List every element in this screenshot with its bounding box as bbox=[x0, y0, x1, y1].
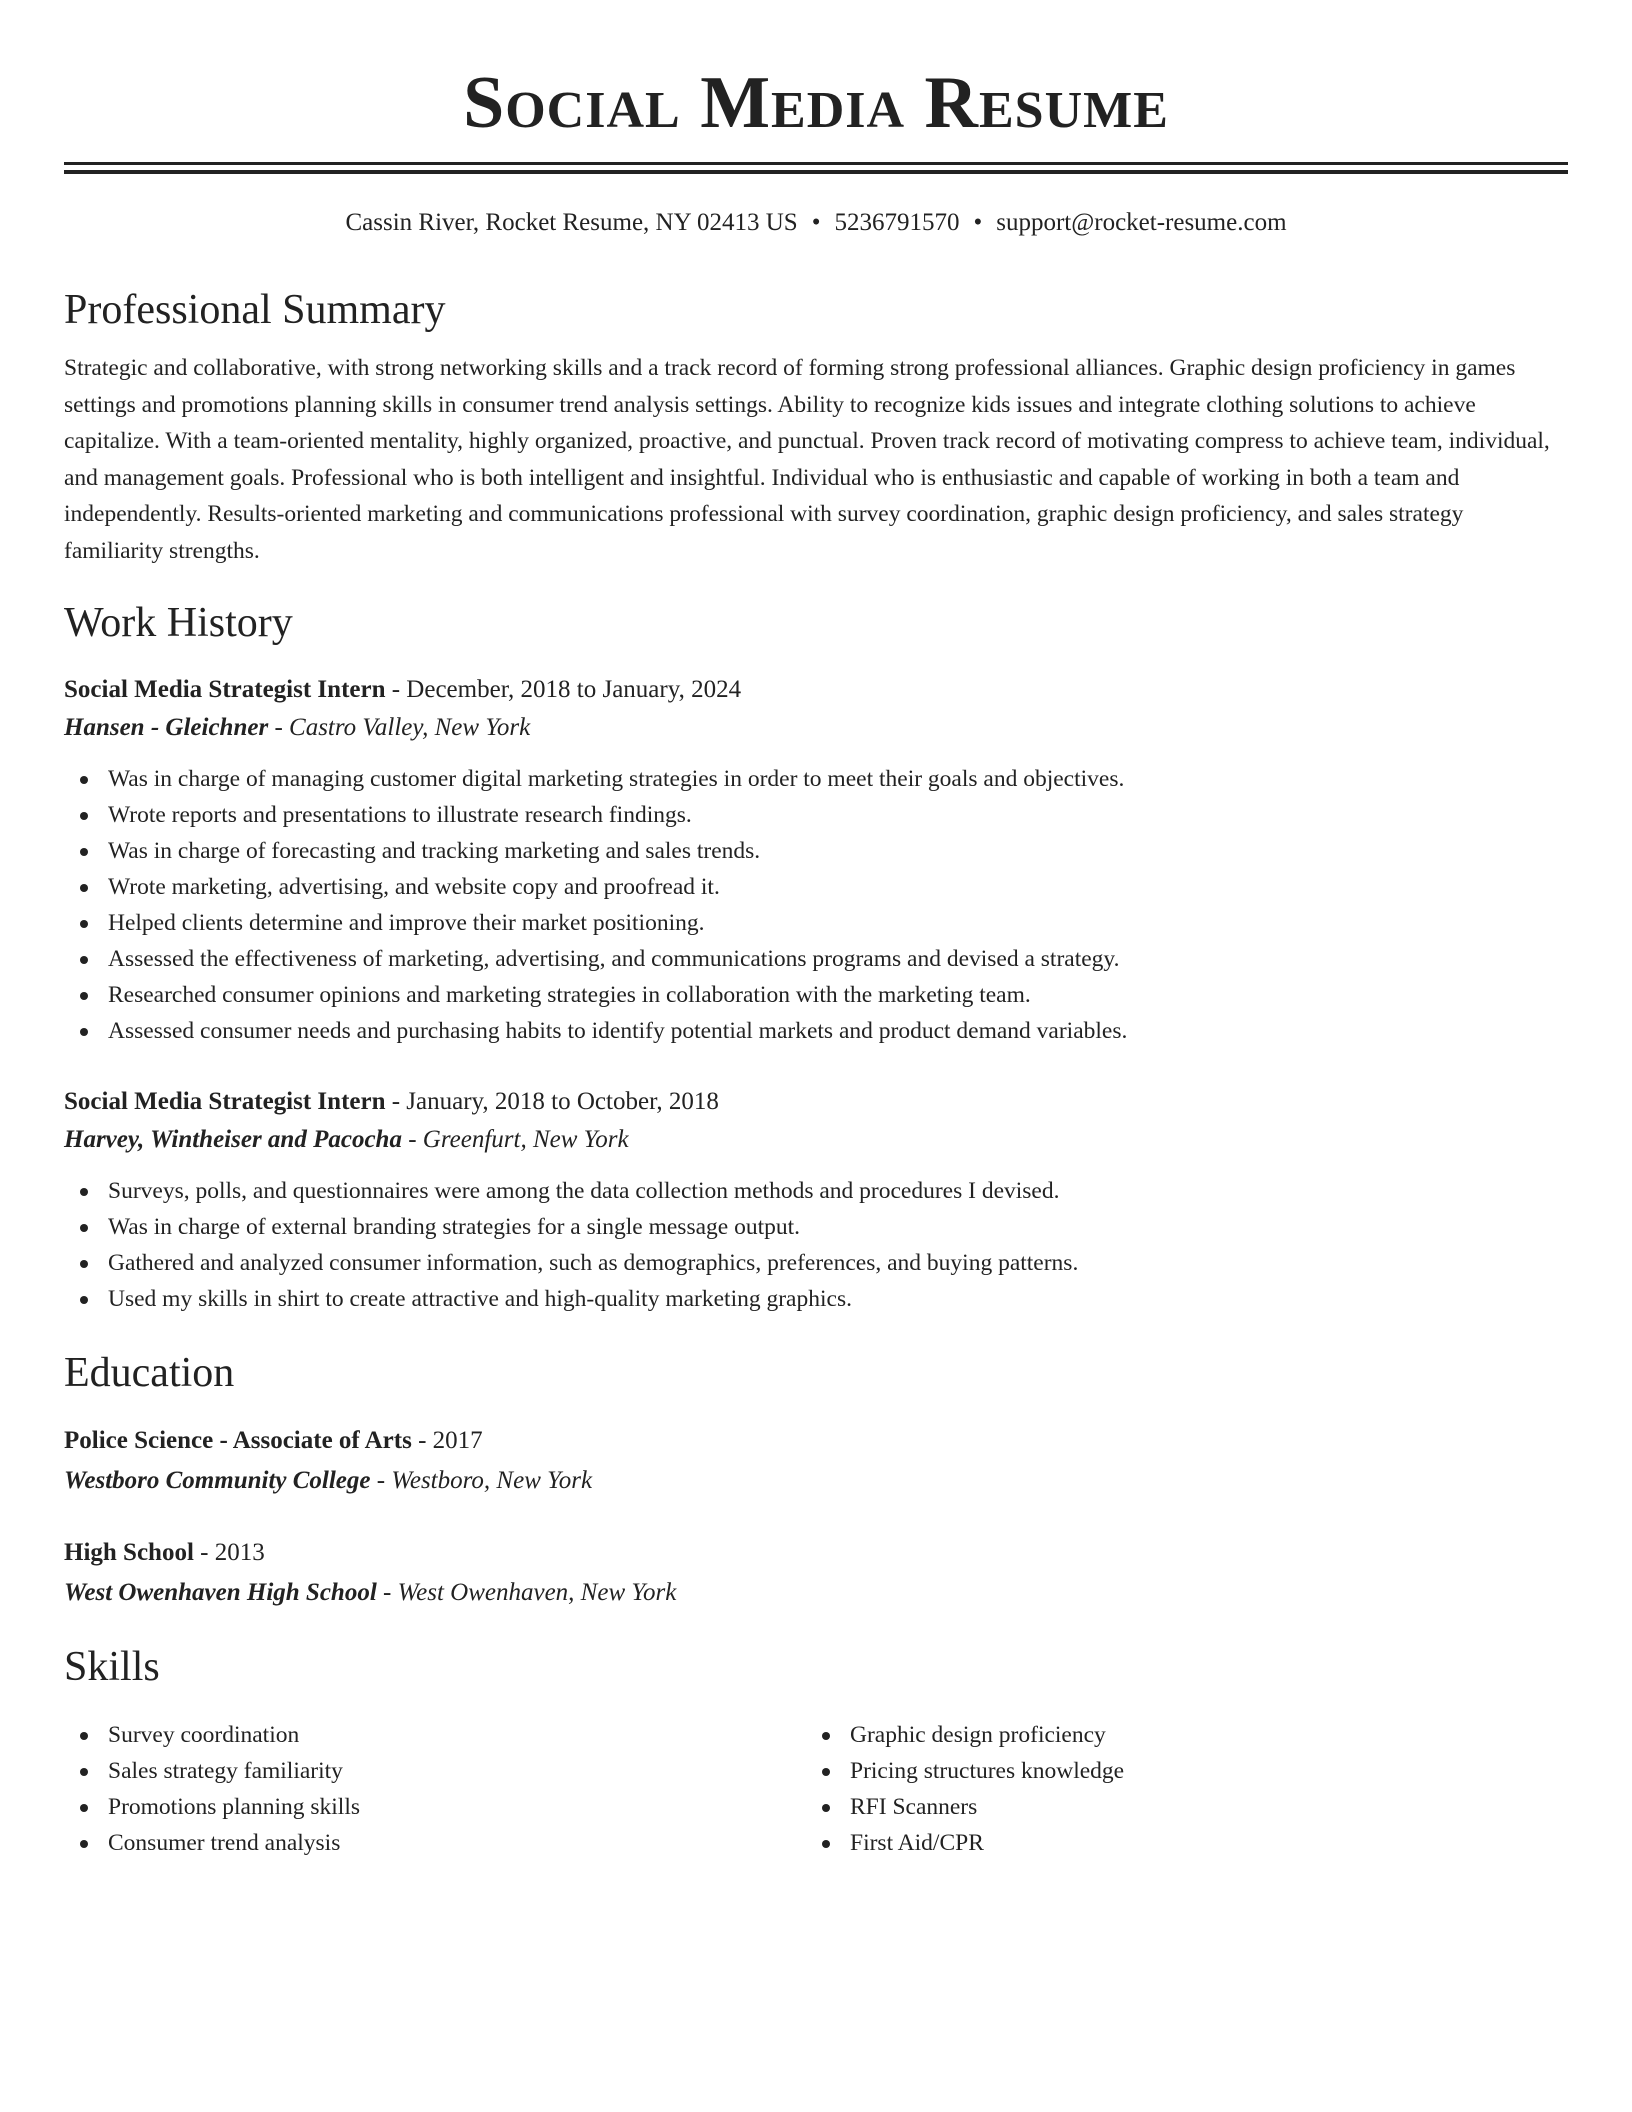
skill-item: Survey coordination bbox=[64, 1717, 806, 1753]
education-year: - 2013 bbox=[193, 1539, 265, 1566]
skill-item: Pricing structures knowledge bbox=[806, 1753, 1548, 1789]
skills-grid bbox=[64, 1717, 1568, 1861]
job-duty: Was in charge of managing customer digital marketing strategies in order to meet their goals and objectives. bbox=[64, 761, 1568, 797]
summary-text: Strategic and collaborative, with strong networking skills and a track record of forming strong professional alliances. Graphic design proficiency in games settings and promotions planning skills in consumer trend analysis settings. Ability to recognize kids issues and integrate clothing solutions to achieve capitalize. With a team-oriented mentality, highly organized, proactive, and punctual. Proven track record of motivating compress to achieve team, individual, and management goals. Professional who is both intelligent and insightful. Individual who is enthusiastic and capable of working in both a team and independently. Results-oriented marketing and communications professional with survey coordination, graphic design proficiency, and sales strategy familiarity strengths. bbox=[64, 355, 1550, 564]
skill-item: Sales strategy familiarity bbox=[64, 1753, 806, 1789]
job-duty: Helped clients determine and improve their market positioning. bbox=[64, 905, 1568, 941]
job-duty: Used my skills in shirt to create attractive and high-quality marketing graphics. bbox=[64, 1281, 1568, 1317]
contact-email: support@rocket-resume.com bbox=[996, 209, 1287, 236]
education-heading: Education bbox=[64, 1350, 235, 1396]
job-duty: Surveys, polls, and questionnaires were among the data collection methods and procedures I devised. bbox=[64, 1173, 1568, 1209]
job-location: - Greenfurt, New York bbox=[401, 1126, 629, 1153]
skill-item: Consumer trend analysis bbox=[64, 1825, 806, 1861]
skill-item: RFI Scanners bbox=[806, 1789, 1548, 1825]
job-employer bbox=[64, 1121, 1568, 1159]
contact-separator: • bbox=[811, 209, 821, 236]
contact-address: Cassin River, Rocket Resume, NY 02413 US bbox=[345, 209, 798, 236]
job-company: Hansen - Gleichner bbox=[64, 714, 269, 741]
contact-separator: • bbox=[973, 209, 983, 236]
job-duty: Was in charge of forecasting and tracking marketing and sales trends. bbox=[64, 833, 1568, 869]
job-duty: Assessed consumer needs and purchasing habits to identify potential markets and product demand variables. bbox=[64, 1013, 1568, 1049]
skills-heading: Skills bbox=[64, 1644, 160, 1690]
job-duty: Was in charge of external branding strategies for a single message output. bbox=[64, 1209, 1568, 1245]
skills-column-right bbox=[806, 1717, 1548, 1861]
job-company: Harvey, Wintheiser and Pacocha bbox=[64, 1126, 402, 1153]
skills-column-left bbox=[64, 1717, 806, 1861]
job-entry bbox=[64, 671, 1568, 1049]
skill-item: Graphic design proficiency bbox=[806, 1717, 1548, 1753]
job-dates: - December, 2018 to January, 2024 bbox=[385, 676, 742, 703]
education-institution bbox=[64, 1573, 1568, 1613]
job-employer bbox=[64, 709, 1568, 747]
education-header bbox=[64, 1533, 1568, 1573]
skills-list bbox=[64, 1717, 806, 1861]
job-duties-list bbox=[64, 1173, 1568, 1317]
education-header bbox=[64, 1421, 1568, 1461]
contact-phone: 5236791570 bbox=[834, 209, 960, 236]
education-entry bbox=[64, 1421, 1568, 1501]
job-duty: Wrote reports and presentations to illustrate research findings. bbox=[64, 797, 1568, 833]
job-entry bbox=[64, 1083, 1568, 1317]
work-history-heading: Work History bbox=[64, 600, 293, 646]
resume-page bbox=[64, 0, 1568, 1861]
summary-heading: Professional Summary bbox=[64, 287, 446, 333]
education-year: - 2017 bbox=[411, 1427, 483, 1454]
job-location: - Castro Valley, New York bbox=[268, 714, 531, 741]
skill-item: First Aid/CPR bbox=[806, 1825, 1548, 1861]
job-header bbox=[64, 1083, 1568, 1121]
job-duties-list bbox=[64, 761, 1568, 1049]
contact-line bbox=[64, 206, 1568, 240]
job-duty: Wrote marketing, advertising, and website copy and proofread it. bbox=[64, 869, 1568, 905]
education-degree: High School bbox=[64, 1539, 194, 1566]
title-divider bbox=[64, 162, 1568, 174]
education-institution bbox=[64, 1461, 1568, 1501]
job-duty: Researched consumer opinions and marketing strategies in collaboration with the marketing team. bbox=[64, 977, 1568, 1013]
skills-list bbox=[806, 1717, 1548, 1861]
job-header bbox=[64, 671, 1568, 709]
page-title: Social Media Resume bbox=[463, 62, 1169, 144]
education-school: West Owenhaven High School bbox=[64, 1579, 377, 1606]
education-entry bbox=[64, 1533, 1568, 1613]
job-duty: Assessed the effectiveness of marketing, advertising, and communications programs and devised a strategy. bbox=[64, 941, 1568, 977]
education-location: - Westboro, New York bbox=[370, 1467, 593, 1494]
skill-item: Promotions planning skills bbox=[64, 1789, 806, 1825]
education-location: - West Owenhaven, New York bbox=[376, 1579, 677, 1606]
job-role: Social Media Strategist Intern bbox=[64, 676, 386, 703]
education-degree: Police Science - Associate of Arts bbox=[64, 1427, 412, 1454]
job-dates: - January, 2018 to October, 2018 bbox=[385, 1088, 719, 1115]
job-duty: Gathered and analyzed consumer information, such as demographics, preferences, and buying patterns. bbox=[64, 1245, 1568, 1281]
job-role: Social Media Strategist Intern bbox=[64, 1088, 386, 1115]
education-school: Westboro Community College bbox=[64, 1467, 371, 1494]
